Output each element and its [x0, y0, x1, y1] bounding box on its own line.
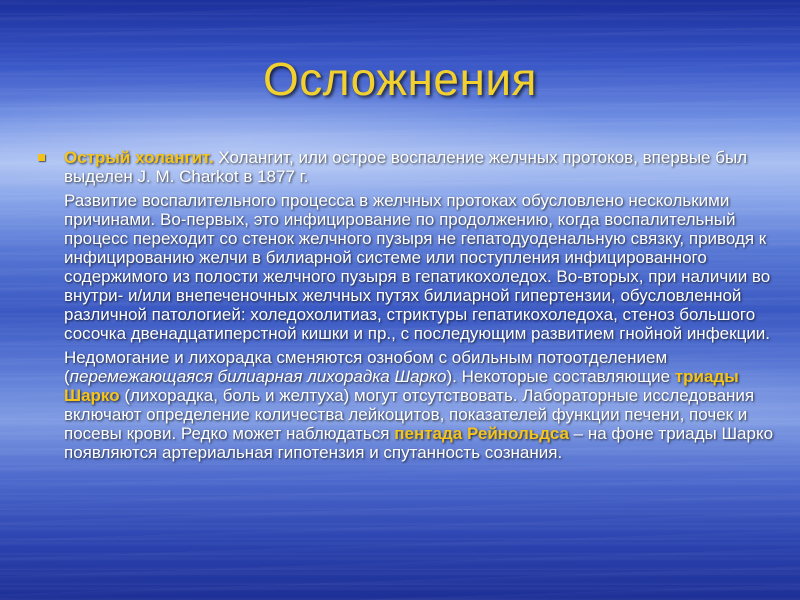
paragraph-symptoms	[36, 348, 774, 462]
square-bullet-icon	[38, 154, 45, 161]
bullet-term: Острый холангит.	[64, 148, 214, 167]
symptoms-text-2: ). Некоторые составляющие	[446, 367, 675, 386]
symptoms-text-4: – на фоне триады Шарко появляются артериальная гипотензия и спутанность сознания.	[64, 424, 774, 462]
bullet-text: Холангит, или острое воспаление желчных протоков, впервые был выделен J. M. Charkot в 1877 г.	[64, 148, 748, 186]
reynolds-pentad-highlight: пентада Рейнольдса	[394, 424, 569, 443]
paragraph-causes: Развитие воспалительного процесса в желчных протоках обусловлено несколькими причинами. Во-первых, это инфицирование по продолжению, когда воспалительный процесс переходит со стенок желчного пузыря не гепатодуоденальную связку, приводя к инфицированию желчи в билиарной системе или поступления инфицированного содержимого из полости желчного пузыря в гепатикохоледох. Во-вторых, при наличии во внутри- и/или внепеченочных желчных путях билиарной гипертензии, обусловленной различной патологией: холедохолитиаз, стриктуры гепатикохоледоха, стеноз большого сосочка двенадцатиперстной кишки и пр., с последующим развитием гнойной инфекции.	[64, 191, 771, 343]
bullet-item	[36, 148, 774, 186]
symptoms-text-3: (лихорадка, боль и желтуха) могут отсутствовать. Лабораторные исследования включают определение количества лейкоцитов, показателей функции печени, почек и посевы крови. Редко может наблюдаться	[64, 386, 755, 443]
symptoms-text-1: Недомогание и лихорадка сменяются ознобом с обильным потоотделением (	[64, 348, 668, 386]
slide-content	[36, 148, 774, 467]
charcot-triad-highlight: триады Шарко	[64, 367, 739, 405]
slide-title: Осложнения	[263, 53, 537, 105]
charcot-fever-italic: перемежающаяся билиарная лихорадка Шарко	[69, 367, 447, 386]
